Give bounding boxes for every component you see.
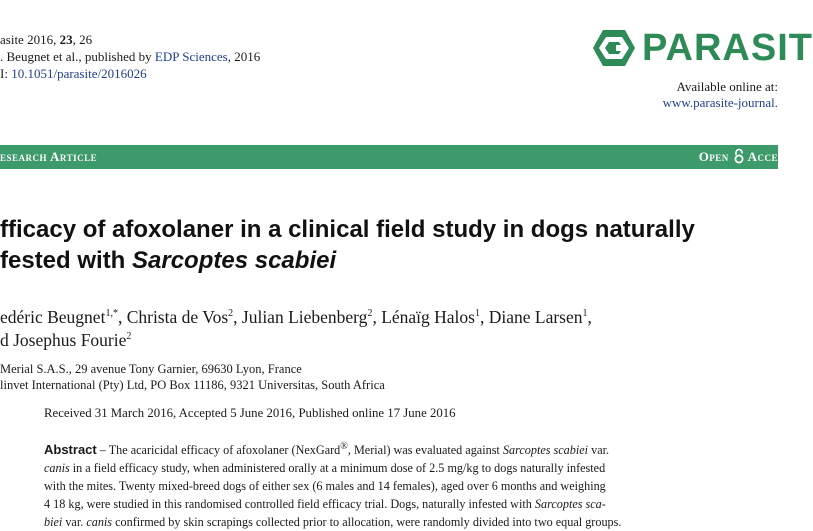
doi-line bbox=[0, 65, 147, 82]
author-list bbox=[0, 306, 592, 328]
author[interactable]: Julian Liebenberg$^2$ bbox=[241, 307, 373, 327]
parasite-logo-icon bbox=[592, 28, 636, 68]
open-access-label bbox=[699, 148, 778, 166]
open-access-text-2: Acce bbox=[747, 149, 778, 164]
journal-article-number: , 26 bbox=[72, 32, 93, 47]
author[interactable]: edéric Beugnet$^{1,*}$ bbox=[0, 307, 118, 327]
author-separator: , bbox=[372, 307, 382, 327]
abstract-line-3: with the mites. Twenty mixed-breed dogs of either sex (6 males and 14 females), aged over 6 months and weighing bbox=[44, 479, 606, 493]
article-title bbox=[0, 214, 695, 276]
journal-website-link[interactable]: www.parasite-journal. bbox=[662, 95, 778, 110]
article-title-line-2 bbox=[0, 245, 695, 276]
author-separator: , bbox=[233, 307, 242, 327]
copyright-text: . Beugnet et al., published by bbox=[0, 49, 155, 64]
doi-label: I: bbox=[0, 66, 12, 81]
article-title-line-1: fficacy of afoxolaner in a clinical field study in dogs naturally bbox=[0, 216, 695, 243]
open-access-text: Open bbox=[698, 149, 729, 164]
article-type-label: esearch Article bbox=[0, 149, 98, 164]
author-separator: , bbox=[587, 307, 592, 327]
affiliation-1: Merial S.A.S., 29 avenue Tony Garnier, 69630 Lyon, France bbox=[0, 362, 302, 376]
abstract-line-4: 4 18 kg, were studied in this randomised controlled field efficacy trial. Dogs, naturally infested with Sarcoptes sca- bbox=[44, 497, 606, 511]
author[interactable]: d Josephus Fourie$^2$ bbox=[0, 330, 132, 350]
abstract-line-5: biei var. canis confirmed by skin scrapings collected prior to allocation, were randomly divided into two equal groups. bbox=[44, 515, 622, 529]
copyright-year: , 2016 bbox=[227, 49, 261, 64]
journal-volume: 23 bbox=[59, 32, 73, 47]
journal-logo-text: PARASIT bbox=[642, 27, 813, 69]
open-access-icon bbox=[733, 148, 745, 164]
publisher-link[interactable]: EDP Sciences bbox=[154, 49, 228, 64]
author-list-line-2 bbox=[0, 329, 131, 351]
article-type-banner bbox=[0, 145, 778, 169]
abstract-line-1: Abstract – The acaricidal efficacy of afoxolaner (NexGard®, Merial) was evaluated against Sarcoptes scabiei var. bbox=[44, 440, 610, 457]
author[interactable]: Christa de Vos$^2$ bbox=[126, 307, 234, 327]
author-separator: , bbox=[117, 307, 127, 327]
abstract-line-2: canis in a field efficacy study, when administered orally at a minimum dose of 2.5 mg/kg to dogs naturally infested bbox=[44, 461, 606, 475]
copyright-line bbox=[0, 48, 260, 65]
article-title-text: fested with bbox=[0, 247, 133, 274]
journal-name: asite 2016, bbox=[0, 32, 60, 47]
available-online-label: Available online at: bbox=[676, 79, 778, 94]
author-separator: , bbox=[479, 307, 489, 327]
author[interactable]: Lénaïg Halos$^1$ bbox=[381, 307, 480, 327]
doi-link[interactable]: 10.1051/parasite/2016026 bbox=[11, 66, 147, 81]
journal-citation-line bbox=[0, 31, 92, 48]
journal-logo[interactable] bbox=[592, 26, 813, 70]
publication-dates: Received 31 March 2016, Accepted 5 June 2016, Published online 17 June 2016 bbox=[44, 406, 456, 420]
abstract-heading: Abstract bbox=[44, 442, 97, 457]
affiliation-2: linvet International (Pty) Ltd, PO Box 11186, 9321 Universitas, South Africa bbox=[0, 378, 385, 392]
article-title-species: Sarcoptes scabiei bbox=[132, 247, 337, 274]
author[interactable]: Diane Larsen$^1$ bbox=[488, 307, 588, 327]
